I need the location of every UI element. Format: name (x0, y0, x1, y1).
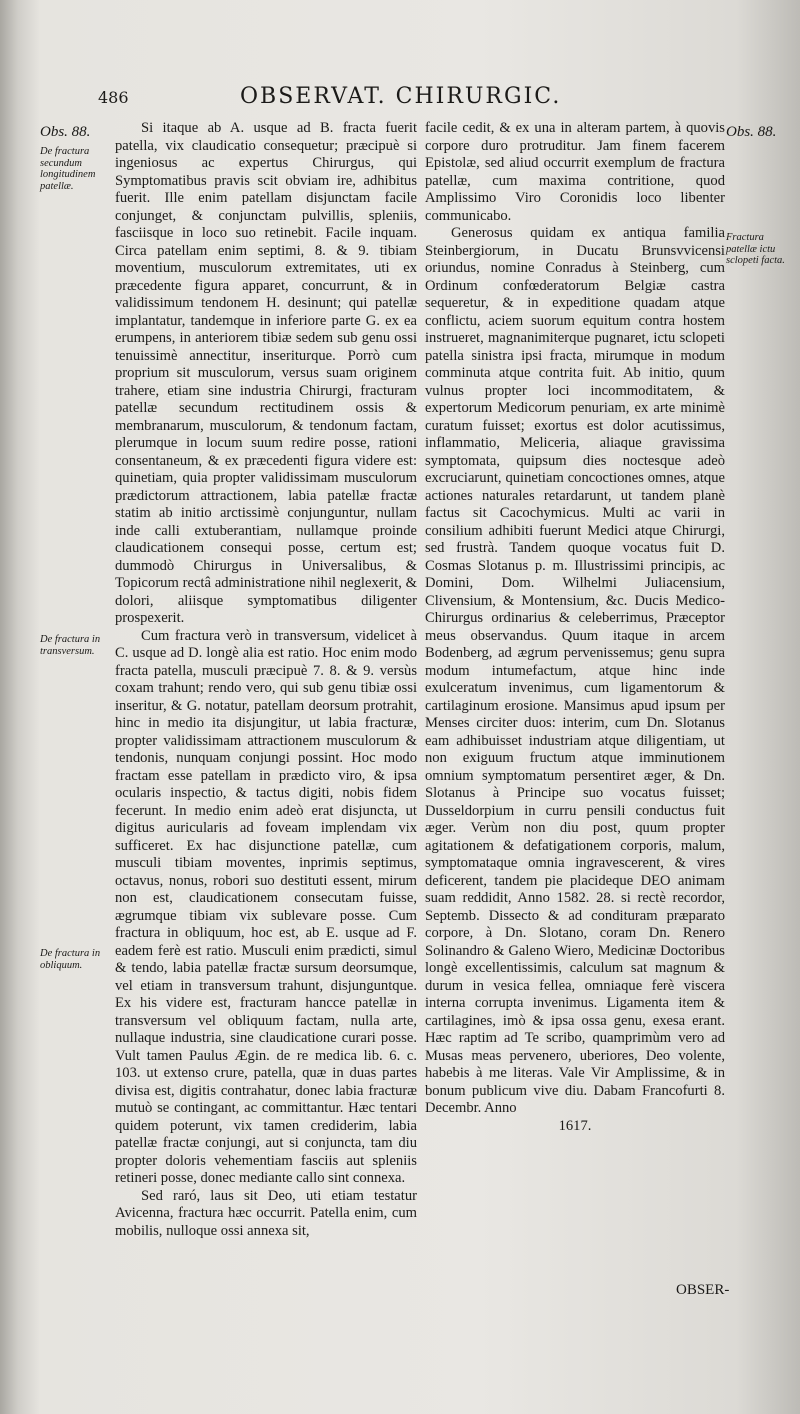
marginal-obs-right: Obs. 88. (726, 124, 777, 140)
left-paragraph-3: Sed raró, laus sit Deo, uti etiam testatur Avicenna, fractura hæc occurrit. Patella enim, cum mobilis, nulloque ossi annexa sit, (115, 1187, 417, 1239)
running-head: OBSERVAT. CHIRURGIC. (240, 84, 562, 109)
marginal-note-transversum: De fractura in transversum. (40, 634, 101, 657)
catchword: OBSER- (676, 1282, 730, 1298)
date-year: 1617. (558, 1117, 592, 1134)
marginal-note-secundum: De fractura secundum longitudinem patellæ. (40, 146, 96, 192)
left-paragraph-1: Si itaque ab A. usque ad B. fracta fuerit patella, vix claudicatio consequetur; præcipuè si ingeniosus ac expertus Chirurgus, qui Symptomatibus pravis scit obviam ire, adhibitus fuerit. Ille enim patellam disjunctam facile conjunget, & conjunctam pulvillis, spleniis, fasciisque in loco suo retinebit. Facile inquam. Circa patellam enim septimi, 8. & 9. tibiam moventium, musculorum extremitates, uti ex præcedente figura apparet, concurrunt, & in validissimum tendonem H. desinunt; qui patellæ implantatur, tandemque in inferiore parte G. ex ea erumpens, in anteriorem tibiæ sedem sub genu ossi tenuissimè annectitur, inseriturque. Porrò cum proprium sit musculorum, versus suam originem trahere, etiam sine industria Chirurgi, fracturam patellæ secundum rectitudinem ossis & membranarum, musculorum, & tendonum factam, plerumque in locum suum redire posse, rationi consentaneum, & ex præcedenti figura videre est: quinetiam, quia propter validissimam musculorum prædictorum attractionem, labia patellæ fractæ statim ab initio arctissimè conjunguntur, nullam inde calli extuberantiam, nullamque proinde claudicationem consequi posse, certum est; dummodò Chirurgus in Universalibus, & Topicorum rectâ administratione nihil neglexerit, & dolori, aliisque symptomatibus diligenter prospexerit. (115, 120, 417, 626)
left-paragraph-2: Cum fractura verò in transversum, videlicet à C. usque ad D. longè alia est ratio. Hoc enim modo fracta patella, musculi præcipuè 7. 8. & 9. versùs coxam trahunt; rendo vero, qui sub genu tibiæ ossi inseritur, & G. notatur, patellam deorsum protrahit, hinc in medio ita disjungitur, ut labia fracturæ, propter validissimam attractionem musculorum & tendonis, nunquam conjungi possint. Hoc modo fractam esse patellam in prædicto viro, & ipsa ocularis inspectio, & tactus digiti, nobis fidem fecerunt. In medio enim adeò erat disjuncta, ut digitus auricularis ad foveam implendam vix sufficeret. Ex hac disjunctione patellæ, cum musculi tibiam moventes, inprimis septimus, octavus, nonus, robori suo destituti essent, mirum non est, claudicationem consecutam fuisse, ægrumque tibiam vix sublevare posse. Cum fractura in obliquum, hoc est, ab E. usque ad F. eadem ferè est ratio. Musculi enim prædicti, simul & tendo, labia patellæ fractæ sursum deorsumque, vel etiam in transversum trahunt, disjunguntque. Ex his videre est, fracturam hancce patellæ in transversum vel obliquum factam, nulla arte, nullaque industria, sine claudicatione curari posse. Vult tamen Paulus Ægin. de re medica lib. 6. c. 103. ut extenso crure, patella, quæ in duas partes divisa est, digitis contrahatur, donec labia fracturæ mutuò se contingant, ac committantur. Hæc tentari quidem poterunt, vix tamen crediderim, labia patellæ fractæ conjungi, aut si conjuncta, tam diu propter doloris vehementiam fasciis aut spleniis retineri posse, donec mediante callo sint connexa. (115, 627, 417, 1186)
marginal-note-sclopeti: Fractura patellæ ictu sclopeti facta. (726, 232, 785, 266)
marginal-obs-left: Obs. 88. (40, 124, 91, 140)
right-paragraph-1: facile cedit, & ex una in alteram partem, à quovis corpore duro protruditur. Jam finem facerem Epistolæ, sed aliud occurrit exemplum de fractura patellæ, cum maxima contritione, quod Amplissimo Viro Coronidis loco libenter communicabo. (425, 120, 725, 224)
page-header (0, 84, 800, 118)
right-paragraph-2: Generosus quidam ex antiqua familia Steinbergiorum, in Ducatu Brunsvvicensi oriundus, nomine Conradus à Steinberg, cum Ordinum confœderatorum Belgiæ castra sequeretur, & in expeditione quadam atque conflictu, aciem suorum equitum contra hostem instrueret, magnanimiterque pugnaret, ictu sclopeti patella sinistra ipsi fracta, mirumque in modum comminuta atque contrita fuit. Ab initio, quum vulnus propter loci incommoditatem, & expertorum Medicorum penuriam, ex arte minimè curatum fuisset; exortus est dolor acutissimus, inflammatio, Meliceria, aliaque gravissima symptomata, quipsum dies noctesque adeò excruciarunt, quinetiam concoctiones omnes, atque actiones naturales retardarunt, ut tandem planè factus sit Cacochymicus. Multi ac varii in consilium adhibiti fuerunt Medici atque Chirurgi, sed frustrà. Tandem quoque vocatus fuit D. Cosmas Slotanus p. m. Illustrissimi principis, ac Domini, Dom. Wilhelmi Juliacensium, Clivensium, & Montensium, &c. Ducis Medico-Chirurgus ordinarius & celeberrimus, Præceptor meus observandus. Quum itaque in arcem Bodenberg, ad ægrum pervenissemus; genu supra modum intumefactum, atque hinc inde exulceratum invenimus, cum ligamentorum & cartilaginum erosione. Mansimus apud ipsum per Menses circiter duos: interim, cum Dn. Slotanus eam adhibuisset industriam atque diligentiam, ut non exiguum fructum atque imminutionem omnium symptomatum persentiret æger, & Dn. Slotanus à Principe suo vocatus fuisset; Dusseldorpium in curru pensili conductus fuit æger. Verùm non diu post, quum propter agitationem & defatigationem corporis, malum, symptomataque omnia ingravescerent, & vires deficerent, tandem pie placideque DEO animam suam reddidit, Anno 1582. 28. si rectè recordor, Septemb. Dissecto & ad condituram præparato corpore, à Dn. Slotano, coram Dn. Renero Solinandro & Galeno Wiero, Medicinæ Doctoribus longè excellentissimis, calculum sat magnum & durum in vesica fellea, omniaque ferè viscera interna corrupta invenimus. Ligamenta item & cartilagines, imò & ipsa ossa genu, exesa erant. Hæc raptim ad Te scribo, quamprimùm vero ad Musas meas pervenero, uberiores, Deo volente, habebis à me literas. Vale Vir Amplissime, & in bonum publicum vive diu. Dabam Francofurti 8. Decembr. Anno (425, 225, 725, 1116)
marginal-note-obliquum: De fractura in obliquum. (40, 948, 101, 971)
page-number: 486 (98, 88, 129, 107)
right-column (425, 120, 725, 1135)
left-column (115, 120, 417, 1240)
